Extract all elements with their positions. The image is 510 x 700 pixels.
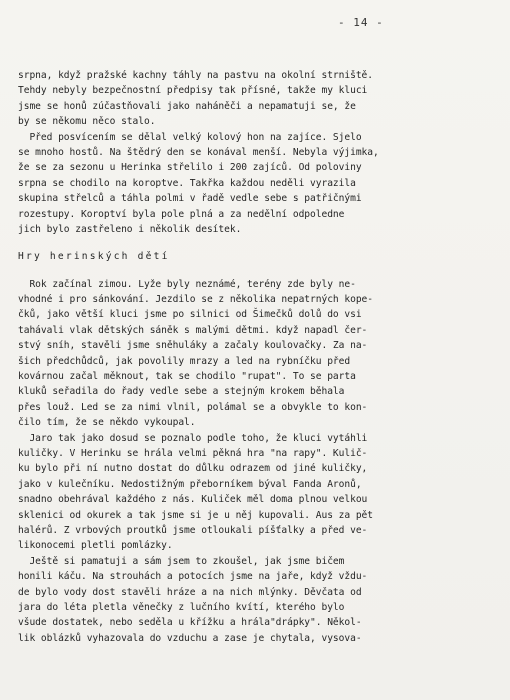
text-line: čků, jako větší kluci jsme po silnici od Šimečků dolů do vsi <box>18 309 362 321</box>
text-line: honili káču. Na strouhách a potocích jsme na jaře, když vždu- <box>18 571 368 583</box>
text-line: Před posvícením se dělal velký kolový hon na zajíce. Sjelo <box>18 131 362 143</box>
text-line: přes louž. Led se za nimi vlnil, polámal se a obvykle to kon- <box>18 401 368 413</box>
text-line: srpna se chodilo na koroptve. Takřka každou neděli vyrazila <box>18 177 356 189</box>
text-line: ku bylo při ní nutno dostat do důlku odrazem od jiné kuličky, <box>18 463 368 475</box>
text-line: Ještě si pamatuji a sám jsem to zkoušel, jak jsme bičem <box>18 555 345 567</box>
text-line: kuličky. V Herinku se hrála velmi pěkná hra "na rapy". Kulič- <box>18 447 368 459</box>
text-line: de bylo vody dost stavěli hráze a na nich mlýnky. Děvčata od <box>18 586 362 598</box>
text-line: čilo tím, že se někdo vykoupal. <box>18 417 196 429</box>
text-line: rozestupy. Koroptví byla pole plná a za nedělní odpoledne <box>18 208 345 220</box>
paragraph-hunting <box>18 68 498 237</box>
text-line: jara do léta pletla věnečky z lučního kvítí, kterého bylo <box>18 601 345 613</box>
text-line: srpna, když pražské kachny táhly na pastvu na okolní strniště. <box>18 70 374 81</box>
text-line: likonocemi pletli pomlázky. <box>18 540 173 552</box>
text-line: jich bylo zastřeleno i několik desítek. <box>18 223 242 235</box>
text-line: Jaro tak jako dosud se poznalo podle toho, že kluci vytáhli <box>18 432 368 444</box>
page-number: - 14 - <box>338 16 384 29</box>
document-body <box>18 68 498 646</box>
text-line: Rok začínal zimou. Lyže byly neznámé, terény zde byly ne- <box>18 278 356 290</box>
section-heading: Hry herinských dětí <box>18 251 170 263</box>
text-line: kluků seřadila do řady vedle sebe a stejným krokem běhala <box>18 386 345 398</box>
text-line: jsme se honů zúčastňovali jako naháněči a nepamatuji se, že <box>18 100 356 112</box>
text-line: jako v kulečníku. Nedostižným přeborníkem býval Fanda Aronů, <box>18 478 362 490</box>
paragraph-children-games <box>18 277 498 646</box>
text-line: že se za sezonu u Herinka střelilo i 200 zajíců. Od poloviny <box>18 162 362 174</box>
text-line: skupina střelců a táhla polmi v řadě vedle sebe s patřičnými <box>18 193 362 205</box>
text-line: tahávali vlak dětských sáněk s malými dětmi. když napadl čer- <box>18 324 368 336</box>
text-line: šich předchůdců, jak povolily mrazy a led na rybníčku před <box>18 355 351 367</box>
text-line: stvý sníh, stavěli jsme sněhuláky a začaly koulovačky. Za na- <box>18 340 368 352</box>
text-line: Tehdy nebyly bezpečnostní předpisy tak přísné, takže my kluci <box>18 85 368 97</box>
text-line: vhodné i pro sánkování. Jezdilo se z několika nepatrných kope- <box>18 294 374 306</box>
text-line: všude dostatek, nebo seděla u křížku a hrála"drápky". Někol- <box>18 617 362 629</box>
text-line: kovárnou začal měknout, tak se chodilo "rupat". To se parta <box>18 371 356 383</box>
text-line: by se někomu něco stalo. <box>18 116 156 128</box>
text-line: sklenici od okurek a tak jsme si je u něj kupovali. Aus za pět <box>18 509 374 521</box>
text-line: halérů. Z vrbových proutků jsme otloukali píšťalky a před ve- <box>18 524 368 536</box>
text-line: se mnoho hostů. Na štědrý den se konával menší. Nebyla výjimka, <box>18 146 379 158</box>
text-line: snadno obehrával každého z nás. Kuliček měl doma plnou velkou <box>18 494 368 506</box>
text-line: lik oblázků vyhazovala do vzduchu a zase je chytala, vysova- <box>18 632 362 644</box>
